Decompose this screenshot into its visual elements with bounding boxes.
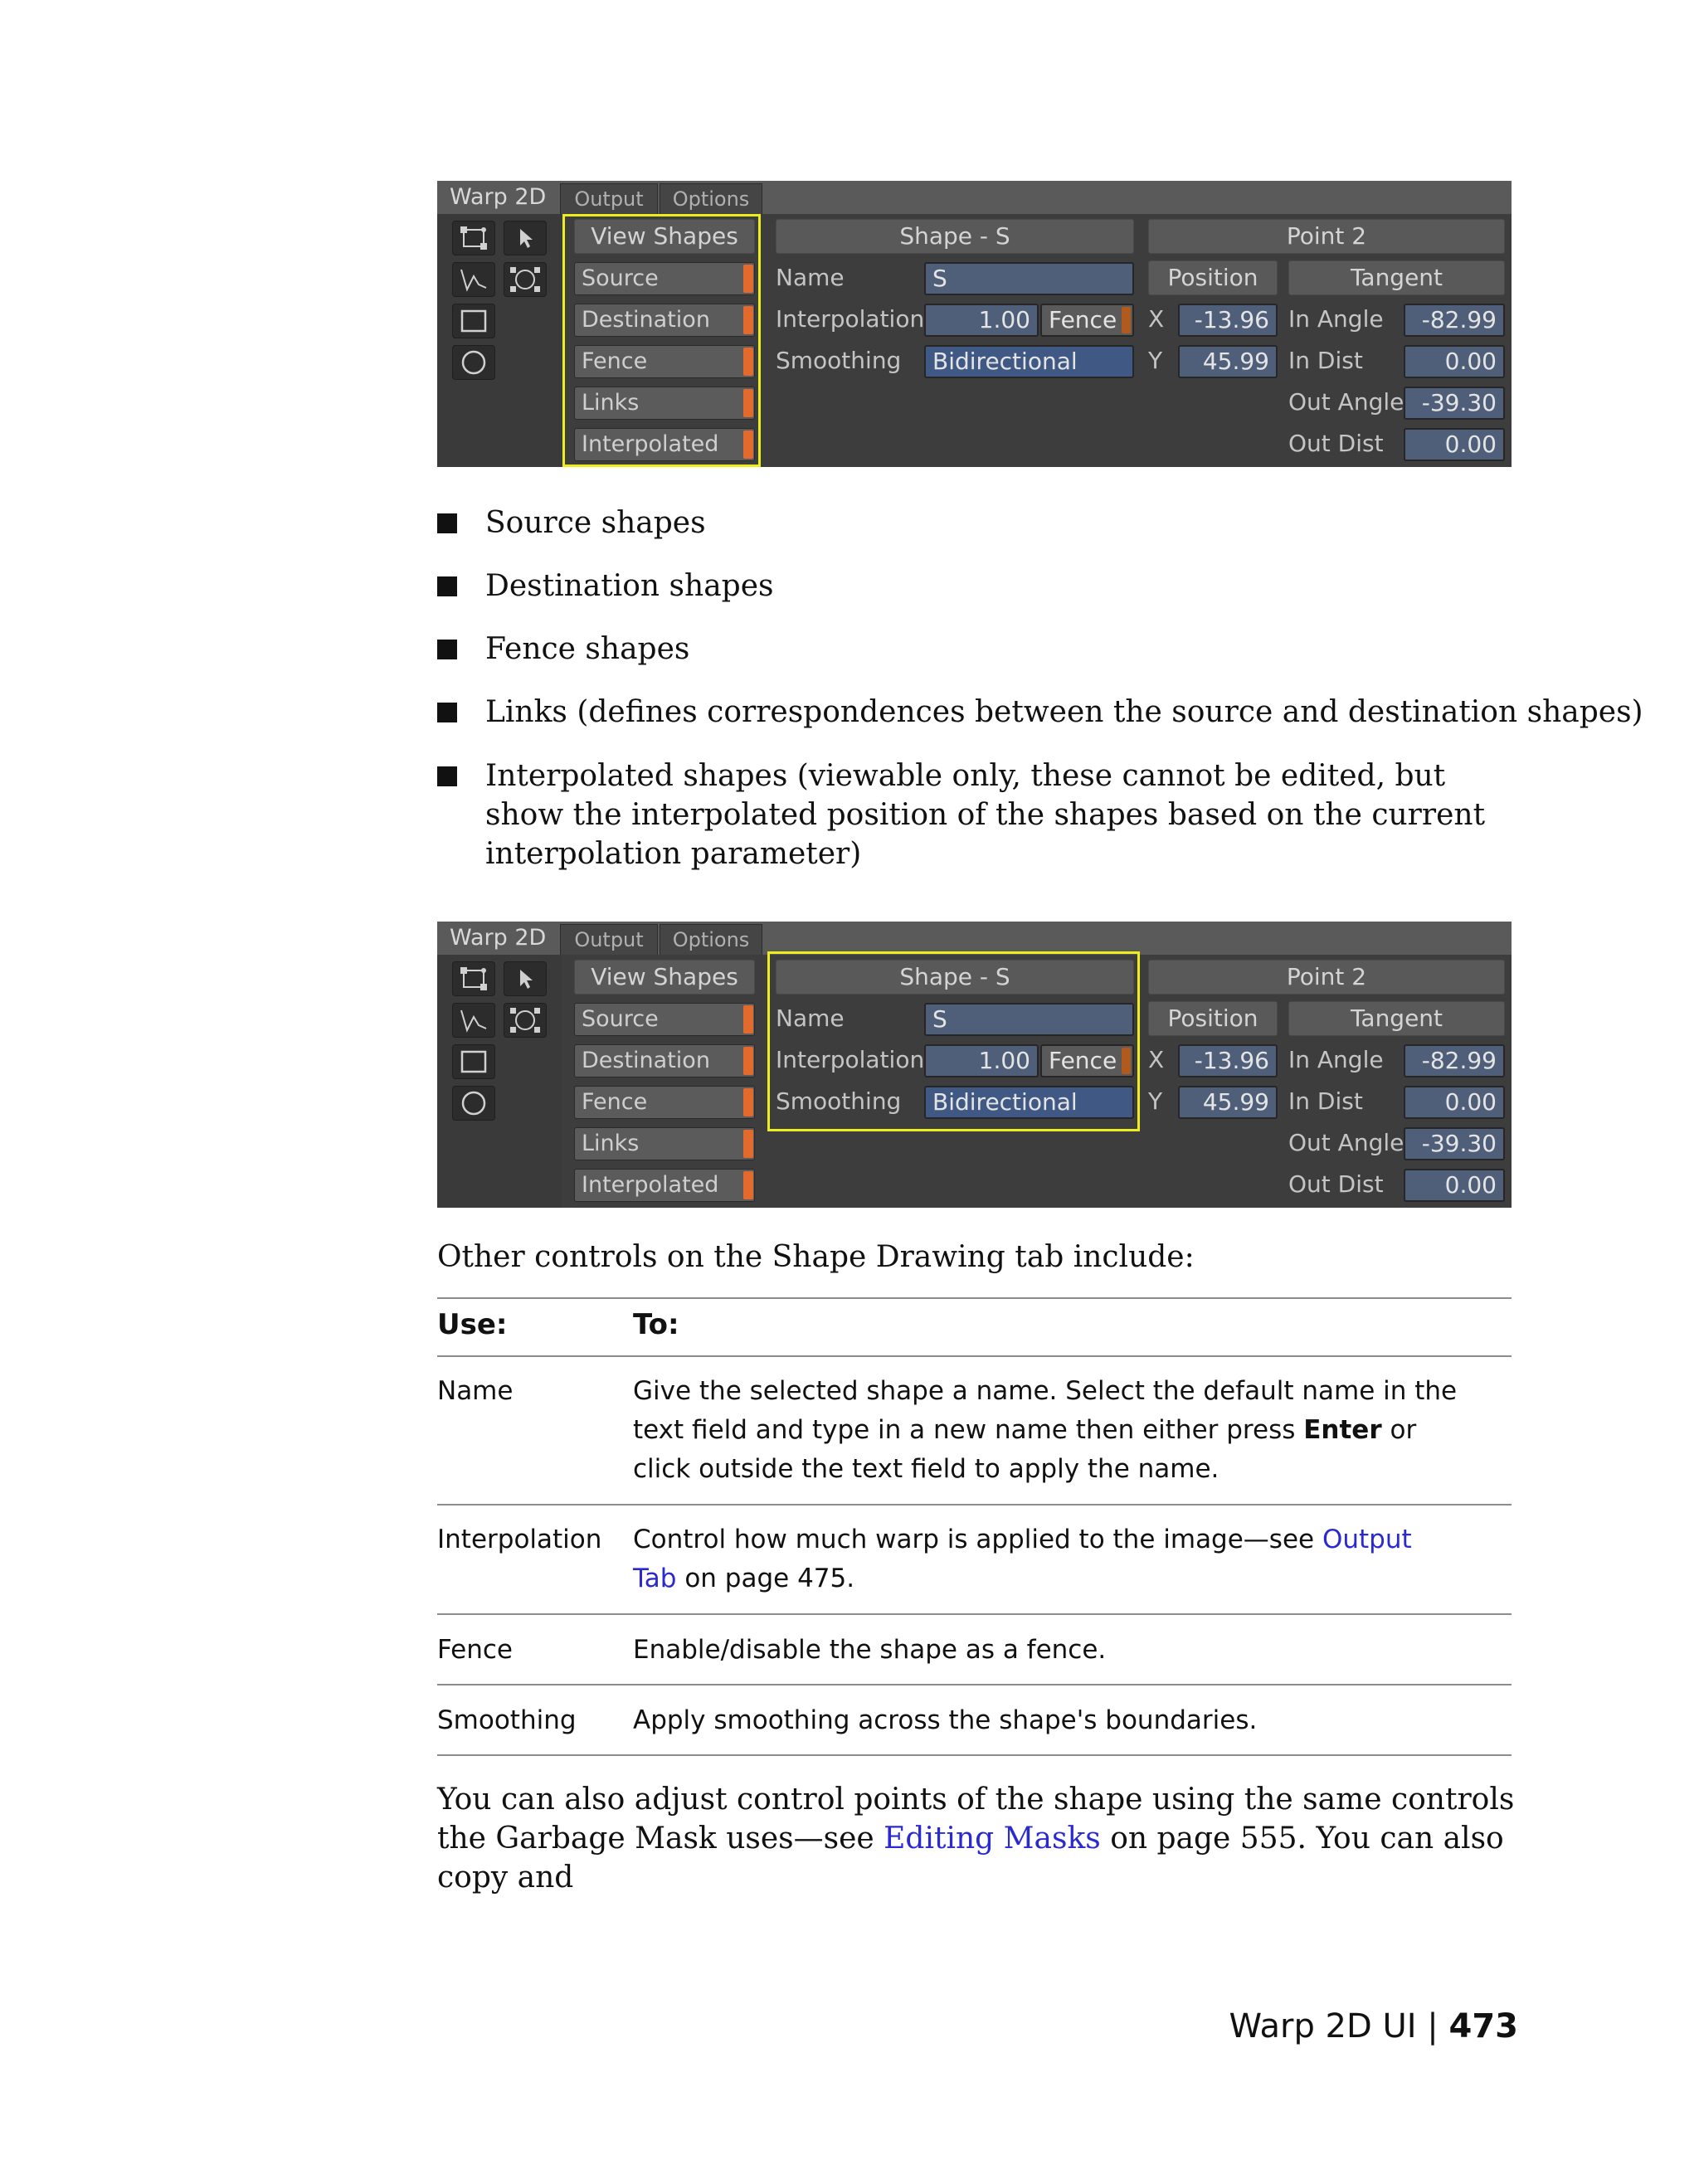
editing-masks-link[interactable]: Editing Masks — [884, 1822, 1101, 1856]
bullet-square-icon — [437, 703, 457, 722]
circle-icon — [460, 1090, 488, 1116]
view-interpolated-label: Interpolated — [582, 1172, 719, 1198]
in-dist-label: In Dist — [1288, 347, 1363, 374]
table-rule — [437, 1613, 1512, 1615]
rectangle-icon — [460, 309, 488, 333]
transform-tool-button[interactable] — [504, 262, 547, 297]
table-cell-use: Smoothing — [437, 1705, 577, 1735]
y-label: Y — [1148, 347, 1163, 374]
smoothing-label: Smoothing — [776, 1087, 902, 1115]
out-dist-field[interactable]: 0.00 — [1404, 428, 1505, 461]
table-cell-to — [633, 1520, 1463, 1598]
table-cell-to: Apply smoothing across the shape's boundaries. — [633, 1705, 1258, 1735]
transform-box-icon — [509, 1006, 542, 1034]
x-label: X — [1148, 305, 1165, 333]
table-cell-text: or click outside the text field to apply the name. — [633, 1415, 1417, 1484]
view-fence-toggle — [743, 1088, 753, 1116]
freehand-curve-icon — [459, 266, 489, 293]
bullet-text: Interpolated shapes (viewable only, these cannot be edited, but show the interpolated position of the shapes based on the current interpolation parameter) — [485, 759, 1486, 871]
fence-button-label: Fence — [1049, 306, 1117, 333]
bullet-square-icon — [437, 513, 457, 533]
view-source-toggle — [743, 1005, 753, 1034]
smoothing-select[interactable]: Bidirectional — [924, 1086, 1134, 1119]
rectangle-tool-button[interactable] — [452, 304, 495, 338]
interpolation-field[interactable]: 1.00 — [924, 304, 1039, 337]
interpolation-field[interactable]: 1.00 — [924, 1044, 1039, 1077]
tab-options[interactable]: Options — [660, 183, 762, 214]
x-field[interactable]: -13.96 — [1178, 1044, 1278, 1077]
bezier-tool-button[interactable] — [452, 961, 495, 996]
name-field[interactable]: S — [924, 262, 1134, 295]
table-cell-use: Name — [437, 1376, 514, 1406]
view-source-label: Source — [582, 1006, 659, 1032]
out-angle-label: Out Angle — [1288, 388, 1404, 416]
view-interpolated-toggle — [743, 1171, 753, 1199]
y-field[interactable]: 45.99 — [1178, 345, 1278, 378]
table-rule — [437, 1355, 1512, 1357]
rectangle-tool-button[interactable] — [452, 1044, 495, 1079]
rectangle-icon — [460, 1049, 488, 1074]
name-label: Name — [776, 264, 845, 291]
output-tab-link[interactable]: Output Tab — [633, 1525, 1412, 1593]
bullet-square-icon — [437, 766, 457, 786]
out-angle-field[interactable]: -39.30 — [1404, 1127, 1505, 1160]
panel-title: Warp 2D — [450, 925, 547, 951]
bullet-text: Destination shapes — [485, 569, 774, 603]
closing-paragraph — [437, 1780, 1516, 1897]
interpolation-label: Interpolation — [776, 1046, 925, 1073]
interpolation-label: Interpolation — [776, 305, 925, 333]
tangent-tab[interactable]: Tangent — [1288, 260, 1505, 295]
table-intro: Other controls on the Shape Drawing tab include: — [437, 1240, 1195, 1274]
in-angle-label: In Angle — [1288, 1046, 1384, 1073]
y-field[interactable]: 45.99 — [1178, 1086, 1278, 1119]
view-source-button[interactable] — [574, 262, 755, 295]
position-tab[interactable]: Position — [1148, 1001, 1278, 1036]
shape-header: Shape - S — [776, 219, 1134, 254]
x-field[interactable]: -13.96 — [1178, 304, 1278, 337]
view-destination-button[interactable] — [574, 1044, 755, 1077]
view-interpolated-button[interactable] — [574, 1169, 755, 1202]
view-interpolated-button[interactable] — [574, 428, 755, 461]
table-cell-text: Control how much warp is applied to the image—see — [633, 1525, 1322, 1554]
bullet-text: Fence shapes — [485, 632, 690, 666]
footer-section: Warp 2D UI — [1229, 2007, 1417, 2045]
table-cell-text: Give the selected shape a name. Select the default name in the text field and type in a new name then either press — [633, 1376, 1458, 1445]
tab-output[interactable]: Output — [560, 924, 658, 955]
table-header-use: Use: — [437, 1308, 508, 1341]
arrow-pointer-icon — [514, 966, 537, 991]
table-rule-top — [437, 1297, 1512, 1299]
name-field[interactable]: S — [924, 1003, 1134, 1036]
view-fence-button[interactable] — [574, 1086, 755, 1119]
in-angle-field[interactable]: -82.99 — [1404, 1044, 1505, 1077]
fence-button[interactable] — [1040, 1044, 1134, 1077]
table-header-to: To: — [633, 1308, 679, 1341]
page-footer: Warp 2D UI | 473 — [1229, 2007, 1518, 2045]
table-rule-bottom — [437, 1754, 1512, 1756]
view-source-button[interactable] — [574, 1003, 755, 1036]
table-cell-use: Fence — [437, 1635, 513, 1665]
view-source-toggle — [743, 265, 753, 293]
view-links-toggle — [743, 1130, 753, 1158]
page-number: 473 — [1448, 2007, 1518, 2045]
view-links-button[interactable] — [574, 387, 755, 420]
in-dist-label: In Dist — [1288, 1087, 1363, 1115]
view-links-toggle — [743, 389, 753, 417]
enter-key-label: Enter — [1303, 1415, 1382, 1445]
in-dist-field[interactable]: 0.00 — [1404, 1086, 1505, 1119]
in-angle-field[interactable]: -82.99 — [1404, 304, 1505, 337]
bullet-square-icon — [437, 576, 457, 596]
view-interpolated-label: Interpolated — [582, 431, 719, 457]
select-tool-button[interactable] — [504, 221, 547, 255]
shape-header: Shape - S — [776, 960, 1134, 995]
bullet-text: Links (defines correspondences between the source and destination shapes) — [485, 695, 1643, 729]
warp2d-panel-view-shapes — [437, 181, 1512, 467]
in-dist-field[interactable]: 0.00 — [1404, 345, 1505, 378]
transform-box-icon — [509, 265, 542, 294]
view-destination-toggle — [743, 1047, 753, 1075]
name-label: Name — [776, 1004, 845, 1032]
bezier-tool-button[interactable] — [452, 221, 495, 255]
view-destination-label: Destination — [582, 307, 710, 333]
view-links-label: Links — [582, 390, 640, 416]
fence-toggle — [1122, 1048, 1131, 1074]
table-rule — [437, 1504, 1512, 1505]
smoothing-select[interactable]: Bidirectional — [924, 345, 1134, 378]
view-fence-button[interactable] — [574, 345, 755, 378]
tangent-tab[interactable]: Tangent — [1288, 1001, 1505, 1036]
view-links-button[interactable] — [574, 1127, 755, 1160]
closing-text: You can also adjust control points of the shape using the same controls the Garbage Mask uses—see — [437, 1783, 1515, 1856]
circle-tool-button[interactable] — [452, 1086, 495, 1121]
closing-text: on page 555. You can also copy and — [437, 1822, 1504, 1895]
out-dist-field[interactable]: 0.00 — [1404, 1169, 1505, 1202]
smoothing-label: Smoothing — [776, 347, 902, 374]
x-label: X — [1148, 1046, 1165, 1073]
in-angle-label: In Angle — [1288, 305, 1384, 333]
table-cell-to — [633, 1372, 1463, 1489]
circle-icon — [460, 349, 488, 376]
freehand-tool-button[interactable] — [452, 1003, 495, 1038]
transform-tool-button[interactable] — [504, 1003, 547, 1038]
bullet-text: Source shapes — [485, 506, 706, 540]
table-cell-to: Enable/disable the shape as a fence. — [633, 1635, 1107, 1665]
view-shapes-header: View Shapes — [574, 219, 755, 254]
point-header: Point 2 — [1148, 219, 1505, 254]
table-cell-use: Interpolation — [437, 1525, 602, 1554]
out-angle-field[interactable]: -39.30 — [1404, 387, 1505, 420]
view-destination-label: Destination — [582, 1048, 710, 1073]
freehand-tool-button[interactable] — [452, 262, 495, 297]
y-label: Y — [1148, 1087, 1163, 1115]
circle-tool-button[interactable] — [452, 345, 495, 380]
view-shapes-header: View Shapes — [574, 960, 755, 995]
table-rule — [437, 1684, 1512, 1685]
view-destination-button[interactable] — [574, 304, 755, 337]
view-destination-toggle — [743, 306, 753, 334]
table-cell-text: on page 475. — [676, 1564, 855, 1593]
position-tab[interactable]: Position — [1148, 260, 1278, 295]
select-tool-button[interactable] — [504, 961, 547, 996]
panel-title: Warp 2D — [450, 184, 547, 210]
view-fence-label: Fence — [582, 1089, 648, 1115]
bezier-shape-icon — [459, 225, 489, 251]
warp2d-panel-shape — [437, 922, 1512, 1208]
out-dist-label: Out Dist — [1288, 430, 1384, 457]
view-links-label: Links — [582, 1131, 640, 1156]
out-angle-label: Out Angle — [1288, 1129, 1404, 1156]
view-interpolated-toggle — [743, 430, 753, 459]
bezier-shape-icon — [459, 966, 489, 992]
point-header: Point 2 — [1148, 960, 1505, 995]
fence-toggle — [1122, 307, 1131, 333]
tab-output[interactable]: Output — [560, 183, 658, 214]
view-fence-toggle — [743, 348, 753, 376]
fence-button[interactable] — [1040, 304, 1134, 337]
fence-button-label: Fence — [1049, 1047, 1117, 1074]
view-source-label: Source — [582, 265, 659, 291]
bullet-square-icon — [437, 640, 457, 659]
tab-options[interactable]: Options — [660, 924, 762, 955]
out-dist-label: Out Dist — [1288, 1170, 1384, 1198]
arrow-pointer-icon — [514, 226, 537, 251]
view-fence-label: Fence — [582, 348, 648, 374]
freehand-curve-icon — [459, 1007, 489, 1034]
